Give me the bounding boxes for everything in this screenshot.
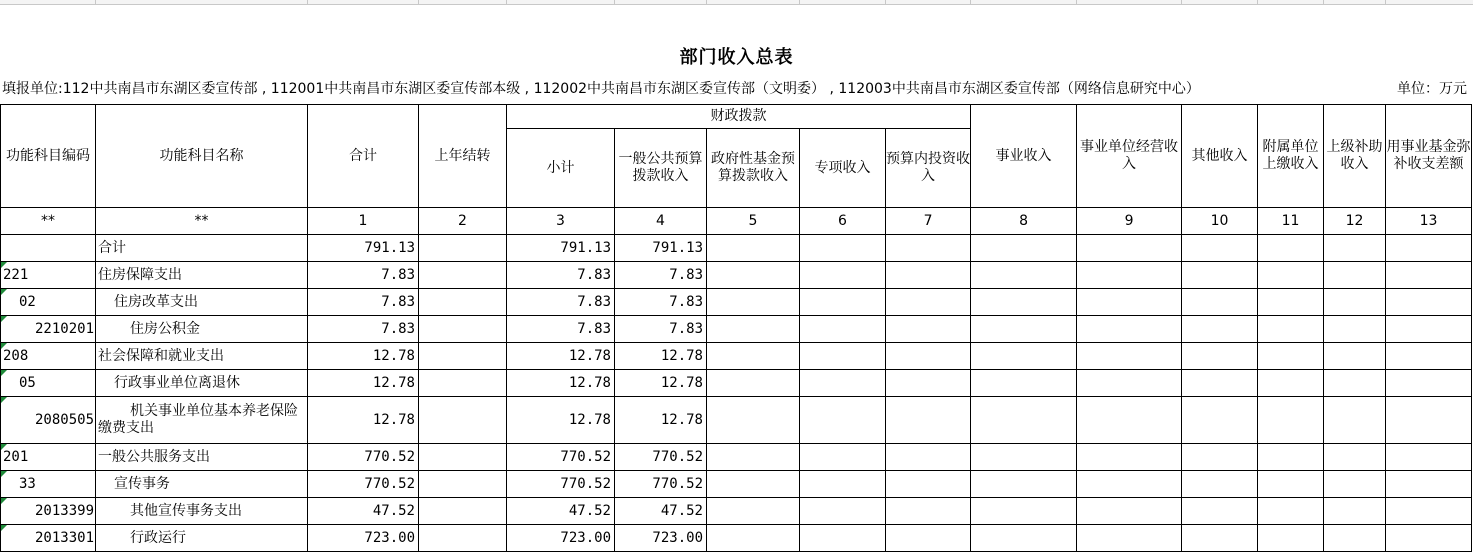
empty-cell <box>707 289 800 316</box>
index-row <box>1 208 1472 235</box>
header-business: 事业收入 <box>971 105 1077 208</box>
name-cell: 住房改革支出 <box>96 289 308 316</box>
index-cell: 11 <box>1258 208 1324 235</box>
empty-cell <box>971 289 1077 316</box>
report-info-line <box>0 76 1473 98</box>
general-cell: 12.78 <box>615 343 707 370</box>
empty-cell <box>886 397 971 444</box>
code-cell <box>1 235 96 262</box>
empty-cell <box>971 444 1077 471</box>
header-carryover: 上年结转 <box>419 105 507 208</box>
subtotal-cell: 770.52 <box>507 444 615 471</box>
subtotal-cell: 7.83 <box>507 289 615 316</box>
empty-cell <box>1324 235 1386 262</box>
empty-cell <box>1324 370 1386 397</box>
table-row <box>1 498 1472 525</box>
empty-cell <box>1324 397 1386 444</box>
empty-cell <box>800 471 886 498</box>
empty-cell <box>1182 262 1258 289</box>
table-row <box>1 370 1472 397</box>
empty-cell <box>707 525 800 552</box>
empty-cell <box>1258 262 1324 289</box>
name-cell: 一般公共服务支出 <box>96 444 308 471</box>
empty-cell <box>1386 471 1472 498</box>
code-cell: 2013301 <box>1 525 96 552</box>
empty-cell <box>1182 397 1258 444</box>
empty-cell <box>707 262 800 289</box>
general-cell: 7.83 <box>615 262 707 289</box>
subtotal-cell: 770.52 <box>507 471 615 498</box>
carryover-cell <box>419 471 507 498</box>
name-cell: 行政运行 <box>96 525 308 552</box>
total-cell: 12.78 <box>308 397 419 444</box>
filling-unit: 填报单位:112中共南昌市东湖区委宣传部 , 112001中共南昌市东湖区委宣传部本级 , 112002中共南昌市东湖区委宣传部（文明委） , 112003中共南昌市东湖区委宣传部（网络信息研究中心） <box>2 81 1200 97</box>
sheet-top-edge <box>0 0 1473 5</box>
error-indicator-icon <box>1 262 7 268</box>
index-cell: 8 <box>971 208 1077 235</box>
empty-cell <box>886 370 971 397</box>
header-fund-offset: 用事业基金弥补收支差额 <box>1386 105 1472 208</box>
header-affiliated: 附属单位上缴收入 <box>1258 105 1324 208</box>
empty-cell <box>1182 444 1258 471</box>
carryover-cell <box>419 235 507 262</box>
index-cell: 6 <box>800 208 886 235</box>
total-cell: 12.78 <box>308 343 419 370</box>
index-cell: 13 <box>1386 208 1472 235</box>
empty-cell <box>1324 444 1386 471</box>
empty-cell <box>971 316 1077 343</box>
empty-cell <box>1182 343 1258 370</box>
code-cell: 2210201 <box>1 316 96 343</box>
empty-cell <box>1258 525 1324 552</box>
total-cell: 770.52 <box>308 444 419 471</box>
index-cell: 7 <box>886 208 971 235</box>
empty-cell <box>886 498 971 525</box>
header-total: 合计 <box>308 105 419 208</box>
index-cell: 9 <box>1077 208 1182 235</box>
empty-cell <box>971 525 1077 552</box>
empty-cell <box>1258 316 1324 343</box>
empty-cell <box>800 498 886 525</box>
empty-cell <box>886 262 971 289</box>
empty-cell <box>707 471 800 498</box>
empty-cell <box>1386 370 1472 397</box>
empty-cell <box>707 343 800 370</box>
name-cell: 行政事业单位离退休 <box>96 370 308 397</box>
general-cell: 7.83 <box>615 289 707 316</box>
empty-cell <box>707 397 800 444</box>
header-general: 一般公共预算拨款收入 <box>615 129 707 208</box>
header-special: 专项收入 <box>800 129 886 208</box>
empty-cell <box>1077 316 1182 343</box>
carryover-cell <box>419 289 507 316</box>
table-row <box>1 289 1472 316</box>
code-cell: 05 <box>1 370 96 397</box>
name-cell: 其他宣传事务支出 <box>96 498 308 525</box>
empty-cell <box>1258 235 1324 262</box>
empty-cell <box>1258 397 1324 444</box>
empty-cell <box>800 397 886 444</box>
empty-cell <box>707 444 800 471</box>
error-indicator-icon <box>1 343 7 349</box>
empty-cell <box>1386 444 1472 471</box>
empty-cell <box>1386 498 1472 525</box>
empty-cell <box>800 343 886 370</box>
empty-cell <box>1077 235 1182 262</box>
empty-cell <box>800 262 886 289</box>
empty-cell <box>886 316 971 343</box>
subtotal-cell: 12.78 <box>507 343 615 370</box>
empty-cell <box>886 235 971 262</box>
empty-cell <box>1258 370 1324 397</box>
empty-cell <box>1182 289 1258 316</box>
empty-cell <box>1077 444 1182 471</box>
code-cell: 02 <box>1 289 96 316</box>
header-budget-in: 预算内投资收入 <box>886 129 971 208</box>
empty-cell <box>800 235 886 262</box>
subtotal-cell: 12.78 <box>507 370 615 397</box>
table-row <box>1 343 1472 370</box>
error-indicator-icon <box>1 498 7 504</box>
subtotal-cell: 12.78 <box>507 397 615 444</box>
empty-cell <box>1386 316 1472 343</box>
empty-cell <box>1077 289 1182 316</box>
code-cell: 33 <box>1 471 96 498</box>
empty-cell <box>886 444 971 471</box>
index-cell: 2 <box>419 208 507 235</box>
index-cell: 10 <box>1182 208 1258 235</box>
header-other: 其他收入 <box>1182 105 1258 208</box>
empty-cell <box>1386 525 1472 552</box>
error-indicator-icon <box>1 289 7 295</box>
empty-cell <box>1077 397 1182 444</box>
empty-cell <box>1386 343 1472 370</box>
name-cell: 社会保障和就业支出 <box>96 343 308 370</box>
index-cell: ** <box>1 208 96 235</box>
empty-cell <box>1182 235 1258 262</box>
code-cell: 201 <box>1 444 96 471</box>
empty-cell <box>1324 289 1386 316</box>
total-cell: 723.00 <box>308 525 419 552</box>
subtotal-cell: 791.13 <box>507 235 615 262</box>
empty-cell <box>1077 498 1182 525</box>
table-row <box>1 471 1472 498</box>
income-summary-table <box>0 104 1472 552</box>
code-cell: 208 <box>1 343 96 370</box>
carryover-cell <box>419 525 507 552</box>
empty-cell <box>800 370 886 397</box>
subtotal-cell: 7.83 <box>507 262 615 289</box>
empty-cell <box>1386 235 1472 262</box>
header-subtotal: 小计 <box>507 129 615 208</box>
error-indicator-icon <box>1 397 7 403</box>
empty-cell <box>707 316 800 343</box>
empty-cell <box>971 370 1077 397</box>
error-indicator-icon <box>1 525 7 531</box>
carryover-cell <box>419 370 507 397</box>
name-cell: 住房公积金 <box>96 316 308 343</box>
carryover-cell <box>419 262 507 289</box>
carryover-cell <box>419 343 507 370</box>
empty-cell <box>1324 525 1386 552</box>
header-name: 功能科目名称 <box>96 105 308 208</box>
carryover-cell <box>419 316 507 343</box>
header-fiscal-group: 财政拨款 <box>507 105 971 129</box>
total-cell: 7.83 <box>308 262 419 289</box>
total-cell: 12.78 <box>308 370 419 397</box>
empty-cell <box>800 525 886 552</box>
general-cell: 12.78 <box>615 370 707 397</box>
general-cell: 47.52 <box>615 498 707 525</box>
general-cell: 7.83 <box>615 316 707 343</box>
empty-cell <box>1258 289 1324 316</box>
empty-cell <box>971 262 1077 289</box>
empty-cell <box>707 235 800 262</box>
empty-cell <box>1077 370 1182 397</box>
general-cell: 770.52 <box>615 444 707 471</box>
empty-cell <box>1182 471 1258 498</box>
total-cell: 7.83 <box>308 316 419 343</box>
error-indicator-icon <box>1 316 7 322</box>
general-cell: 12.78 <box>615 397 707 444</box>
empty-cell <box>1386 262 1472 289</box>
carryover-cell <box>419 444 507 471</box>
code-cell: 221 <box>1 262 96 289</box>
error-indicator-icon <box>1 370 7 376</box>
empty-cell <box>1324 316 1386 343</box>
empty-cell <box>1258 444 1324 471</box>
index-cell: 12 <box>1324 208 1386 235</box>
empty-cell <box>1258 343 1324 370</box>
empty-cell <box>1324 343 1386 370</box>
empty-cell <box>1077 525 1182 552</box>
index-cell: 3 <box>507 208 615 235</box>
error-indicator-icon <box>1 444 7 450</box>
subtotal-cell: 47.52 <box>507 498 615 525</box>
empty-cell <box>1077 343 1182 370</box>
empty-cell <box>1077 471 1182 498</box>
empty-cell <box>1182 498 1258 525</box>
header-fund: 政府性基金预算拨款收入 <box>707 129 800 208</box>
empty-cell <box>1182 370 1258 397</box>
index-cell: 1 <box>308 208 419 235</box>
total-cell: 791.13 <box>308 235 419 262</box>
table-row <box>1 525 1472 552</box>
table-row <box>1 397 1472 444</box>
carryover-cell <box>419 498 507 525</box>
empty-cell <box>1258 471 1324 498</box>
empty-cell <box>886 343 971 370</box>
code-cell: 2013399 <box>1 498 96 525</box>
empty-cell <box>800 444 886 471</box>
header-code: 功能科目编码 <box>1 105 96 208</box>
general-cell: 770.52 <box>615 471 707 498</box>
empty-cell <box>1182 525 1258 552</box>
empty-cell <box>800 316 886 343</box>
total-cell: 7.83 <box>308 289 419 316</box>
table-row <box>1 316 1472 343</box>
index-cell: 5 <box>707 208 800 235</box>
total-cell: 770.52 <box>308 471 419 498</box>
name-cell: 宣传事务 <box>96 471 308 498</box>
total-cell: 47.52 <box>308 498 419 525</box>
subtotal-cell: 723.00 <box>507 525 615 552</box>
empty-cell <box>707 498 800 525</box>
header-operating: 事业单位经营收入 <box>1077 105 1182 208</box>
table-row <box>1 262 1472 289</box>
empty-cell <box>1324 471 1386 498</box>
name-cell: 机关事业单位基本养老保险缴费支出 <box>96 397 308 444</box>
empty-cell <box>1386 397 1472 444</box>
page-title: 部门收入总表 <box>679 47 794 68</box>
header-row-1 <box>1 105 1472 129</box>
empty-cell <box>1386 289 1472 316</box>
empty-cell <box>971 397 1077 444</box>
empty-cell <box>1077 262 1182 289</box>
table-row <box>1 444 1472 471</box>
currency-unit: 单位：万元 <box>1397 81 1467 97</box>
empty-cell <box>971 498 1077 525</box>
name-cell: 合计 <box>96 235 308 262</box>
code-cell: 2080505 <box>1 397 96 444</box>
empty-cell <box>800 289 886 316</box>
subtotal-cell: 7.83 <box>507 316 615 343</box>
empty-cell <box>1258 498 1324 525</box>
empty-cell <box>971 235 1077 262</box>
index-cell: 4 <box>615 208 707 235</box>
empty-cell <box>707 370 800 397</box>
carryover-cell <box>419 397 507 444</box>
general-cell: 791.13 <box>615 235 707 262</box>
error-indicator-icon <box>1 471 7 477</box>
empty-cell <box>1324 262 1386 289</box>
empty-cell <box>886 471 971 498</box>
empty-cell <box>971 471 1077 498</box>
table-row <box>1 235 1472 262</box>
empty-cell <box>1182 316 1258 343</box>
empty-cell <box>1324 498 1386 525</box>
empty-cell <box>971 343 1077 370</box>
general-cell: 723.00 <box>615 525 707 552</box>
header-superior: 上级补助收入 <box>1324 105 1386 208</box>
empty-cell <box>886 525 971 552</box>
name-cell: 住房保障支出 <box>96 262 308 289</box>
empty-cell <box>886 289 971 316</box>
index-cell: ** <box>96 208 308 235</box>
